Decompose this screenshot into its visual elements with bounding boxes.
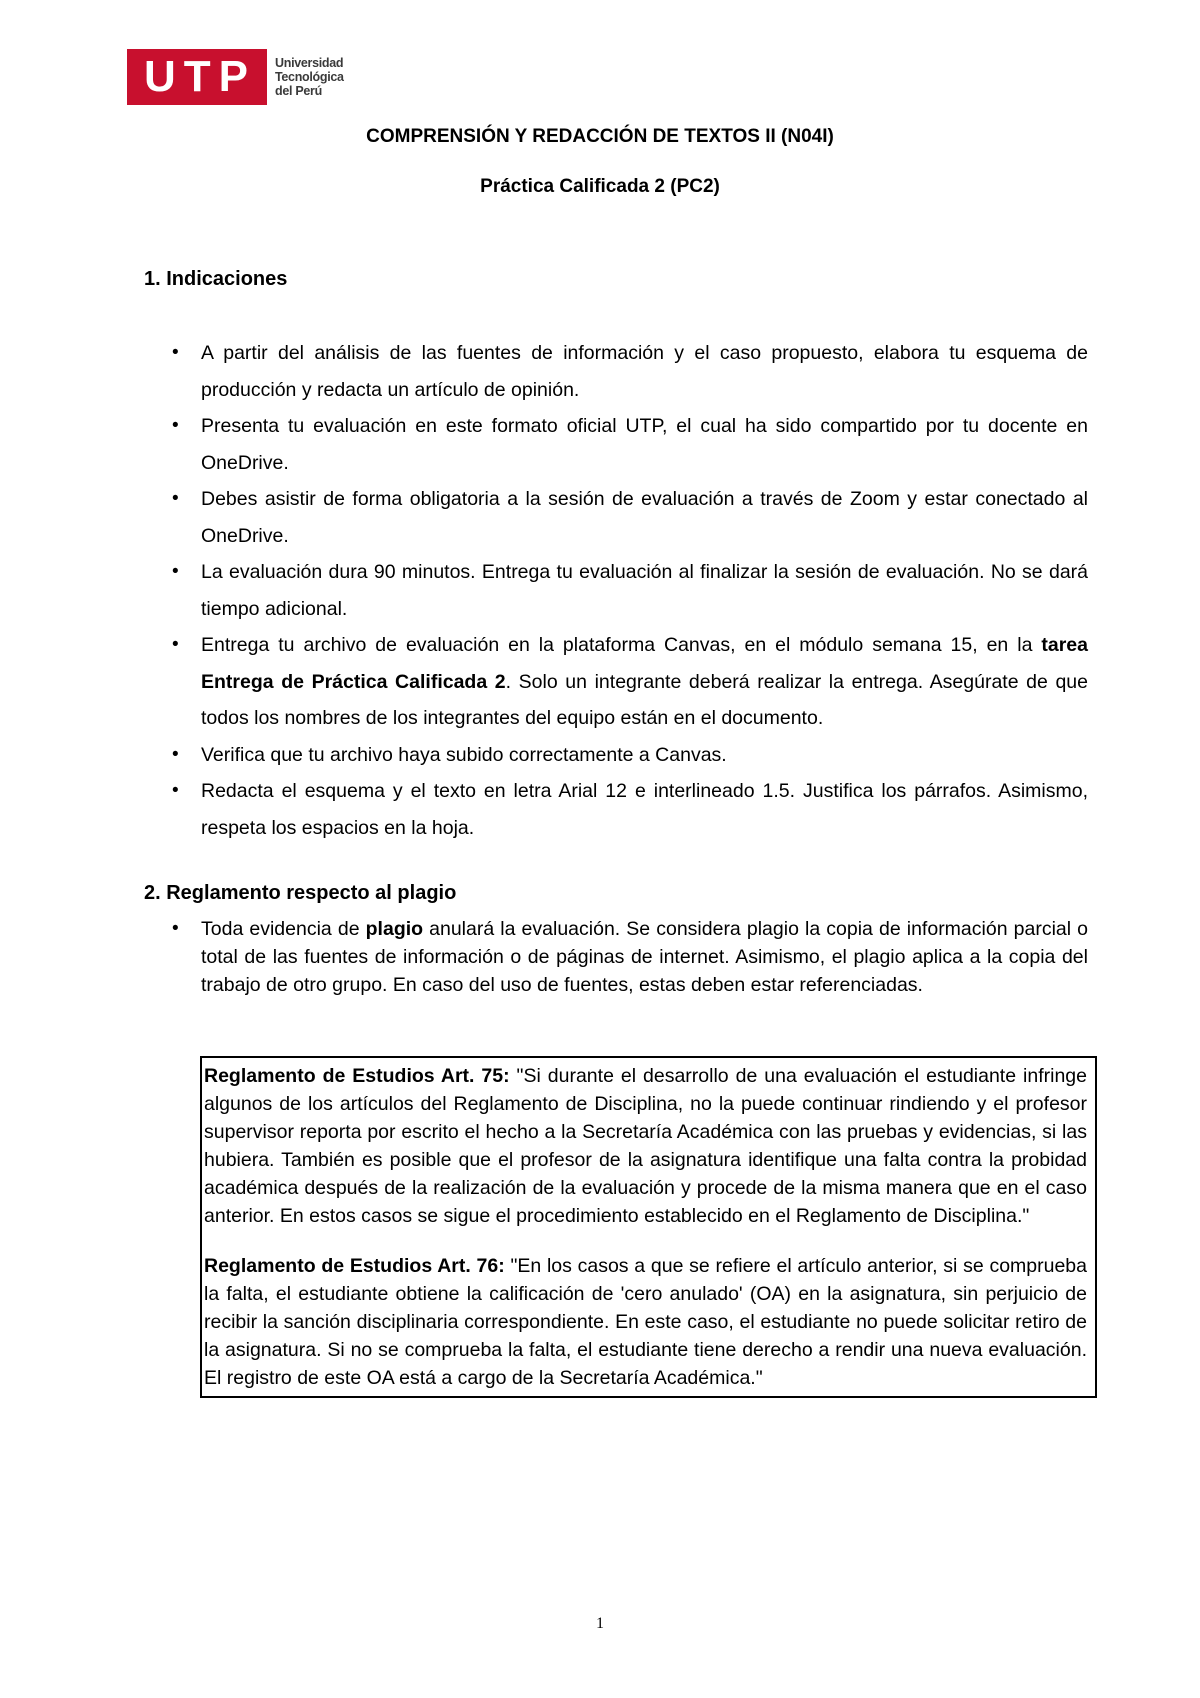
section-heading-indicaciones: 1. Indicaciones: [144, 268, 288, 290]
article-76-label: Reglamento de Estudios Art. 76:: [204, 1255, 505, 1277]
page-number: 1: [596, 1615, 604, 1632]
list-item-bold-text: tarea Entrega de Práctica Calificada 2: [201, 634, 1088, 693]
list-item-text: . Solo un integrante deberá realizar la entrega. Asegúrate de que todos los nombres de los integrantes del equipo están en el documento.: [201, 670, 1088, 729]
regulation-article-75: [204, 1062, 1087, 1230]
utp-logo: [127, 49, 344, 105]
list-item-text: anulará la evaluación. Se considera plagio la copia de información parcial o total de las fuentes de información o de páginas de internet. Asimismo, el plagio aplica a la copia del trabajo de otro grupo. En caso del uso de fuentes, estas deben estar referenciadas.: [201, 918, 1089, 996]
logo-line-3: del Perú: [275, 84, 322, 98]
article-75-label: Reglamento de Estudios Art. 75:: [204, 1065, 510, 1087]
list-item: • La evaluación dura 90 minutos. Entrega tu evaluación al finalizar la sesión de evaluación. No se dará tiempo adicional.: [172, 554, 1088, 627]
instructions-list: [172, 335, 1088, 846]
logo-letter-t: T: [183, 52, 213, 101]
list-item: • Verifica que tu archivo haya subido correctamente a Canvas.: [172, 737, 1088, 774]
utp-logo-wordmark: [275, 56, 344, 98]
logo-letter-p: P: [218, 52, 251, 101]
list-item: [172, 915, 1088, 999]
course-title: COMPRENSIÓN Y REDACCIÓN DE TEXTOS II (N04I): [366, 126, 834, 147]
list-item: • Presenta tu evaluación en este formato oficial UTP, el cual ha sido compartido por tu docente en OneDrive.: [172, 408, 1088, 481]
logo-line-2: Tecnológica: [275, 70, 344, 84]
list-item: • Redacta el esquema y el texto en letra Arial 12 e interlineado 1.5. Justifica los párrafos. Asimismo, respeta los espacios en la hoja.: [172, 773, 1088, 846]
document-subtitle: Práctica Calificada 2 (PC2): [480, 176, 720, 197]
list-item: [172, 627, 1088, 737]
logo-line-1: Universidad: [275, 56, 344, 70]
logo-letter-u: U: [143, 52, 178, 101]
list-item: • Debes asistir de forma obligatoria a la sesión de evaluación a través de Zoom y estar conectado al OneDrive.: [172, 481, 1088, 554]
utp-logo-mark: [127, 49, 267, 105]
list-item-text: Toda evidencia de: [201, 918, 366, 940]
list-item-bold-text: plagio: [365, 918, 424, 940]
regulation-box: [200, 1056, 1097, 1398]
list-item: • A partir del análisis de las fuentes de información y el caso propuesto, elabora tu esquema de producción y redacta un artículo de opinión.: [172, 335, 1088, 408]
list-item-text: Entrega tu archivo de evaluación en la plataforma Canvas, en el módulo semana 15, en la: [201, 634, 1042, 656]
article-75-text: "Si durante el desarrollo de una evaluación el estudiante infringe algunos de los artículos del Reglamento de Disciplina, no la puede continuar rindiendo y el profesor supervisor reporta por escrito el hecho a la Secretaría Académica con las pruebas y evidencias, si las hubiera. También es posible que el profesor de la asignatura identifique una falta contra la probidad académica después de la realización de la evaluación y procede de la misma manera que en el caso anterior. En estos casos se sigue el procedimiento establecido en el Reglamento de Disciplina.": [204, 1065, 1087, 1227]
section-heading-plagio: 2. Reglamento respecto al plagio: [144, 882, 457, 904]
article-76-text: "En los casos a que se refiere el artículo anterior, si se comprueba la falta, el estudiante obtiene la calificación de 'cero anulado' (OA) en la asignatura, sin perjuicio de recibir la sanción disciplinaria correspondiente. En este caso, el estudiante no puede solicitar retiro de la asignatura. Si no se comprueba la falta, el estudiante tiene derecho a rendir una nueva evaluación. El registro de este OA está a cargo de la Secretaría Académica.": [204, 1255, 1087, 1389]
plagiarism-list: [172, 915, 1088, 999]
regulation-article-76: [204, 1252, 1087, 1392]
